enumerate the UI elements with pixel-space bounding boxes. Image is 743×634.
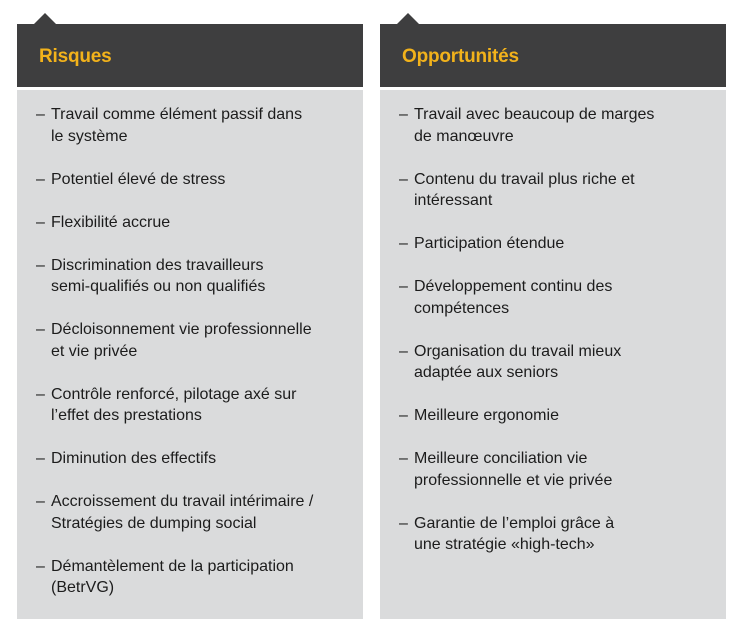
list-item-line: Participation étendue [414, 235, 565, 252]
bullet-dash: – [36, 106, 45, 123]
list-item-line: Meilleure ergonomie [414, 407, 559, 424]
list-item-line: Organisation du travail mieux [414, 342, 622, 360]
opportunities-column [380, 0, 726, 619]
list-item [36, 212, 353, 234]
bullet-dash: – [36, 256, 45, 274]
list-item [399, 341, 716, 384]
bullet-dash: – [399, 235, 408, 252]
list-item-line: Développement continu des [414, 278, 613, 295]
list-item [36, 104, 353, 147]
list-item-line: Stratégies de dumping social [51, 514, 257, 532]
header-tab-notch [34, 13, 56, 24]
opportunities-header [380, 24, 726, 87]
list-item-line: Meilleure conciliation vie [414, 450, 588, 467]
list-item-line: Potentiel élevé de stress [51, 170, 226, 188]
list-item-line: Flexibilité accrue [51, 213, 171, 231]
risks-list [36, 104, 353, 620]
list-item [36, 255, 353, 298]
bullet-dash: – [36, 385, 45, 403]
list-item [399, 104, 716, 147]
opportunities-title: Opportunités [402, 46, 519, 67]
list-item-line: Travail comme élément passif dans [51, 106, 303, 123]
bullet-dash: – [36, 170, 45, 188]
bullet-dash: – [399, 514, 408, 532]
bullet-dash: – [36, 450, 45, 467]
list-item-line: Garantie de l’emploi grâce à [414, 514, 615, 532]
list-item [36, 491, 353, 534]
list-item [36, 556, 353, 599]
list-item-line: et vie privée [51, 342, 138, 360]
risks-header [17, 24, 363, 87]
risks-body [17, 90, 363, 619]
bullet-dash: – [36, 557, 45, 575]
list-item-line: Discrimination des travailleurs [51, 256, 264, 274]
bullet-dash: – [399, 407, 408, 424]
list-item [36, 448, 353, 470]
list-item [399, 448, 716, 491]
opportunities-list [399, 104, 716, 577]
list-item-line: le système [51, 127, 128, 145]
list-item-line: Contenu du travail plus riche et [414, 170, 635, 188]
bullet-dash: – [399, 170, 408, 188]
list-item [399, 233, 716, 255]
opportunities-body [380, 90, 726, 619]
list-item-line: compétences [414, 299, 510, 317]
bullet-dash: – [36, 493, 45, 510]
list-item-line: Diminution des effectifs [51, 450, 217, 467]
list-item-line: Contrôle renforcé, pilotage axé sur [51, 385, 297, 403]
list-item [399, 513, 716, 556]
header-tab-notch [397, 13, 419, 24]
list-item [399, 276, 716, 319]
bullet-dash: – [399, 450, 408, 467]
bullet-dash: – [399, 342, 408, 360]
list-item-line: semi-qualifiés ou non qualifiés [51, 278, 266, 295]
bullet-dash: – [36, 213, 45, 231]
list-item-line: (BetrVG) [51, 579, 115, 596]
list-item-line: Travail avec beaucoup de marges [414, 106, 655, 123]
risks-column [17, 0, 363, 619]
list-item [36, 169, 353, 191]
list-item [36, 384, 353, 427]
list-item [399, 405, 716, 427]
list-item-line: intéressant [414, 192, 493, 209]
list-item [36, 319, 353, 362]
list-item-line: de manœuvre [414, 127, 514, 145]
list-item [399, 169, 716, 212]
list-item-line: Démantèlement de la participation [51, 557, 294, 575]
bullet-dash: – [399, 278, 408, 295]
list-item-line: l’effet des prestations [51, 407, 202, 424]
bullet-dash: – [36, 321, 45, 338]
list-item-line: adaptée aux seniors [414, 364, 559, 381]
list-item-line: Décloisonnement vie professionnelle [51, 321, 312, 338]
list-item-line: Accroissement du travail intérimaire / [51, 493, 314, 510]
list-item-line: une stratégie «high-tech» [414, 536, 595, 553]
list-item-line: professionnelle et vie privée [414, 471, 613, 489]
bullet-dash: – [399, 106, 408, 123]
risks-title: Risques [39, 46, 112, 67]
